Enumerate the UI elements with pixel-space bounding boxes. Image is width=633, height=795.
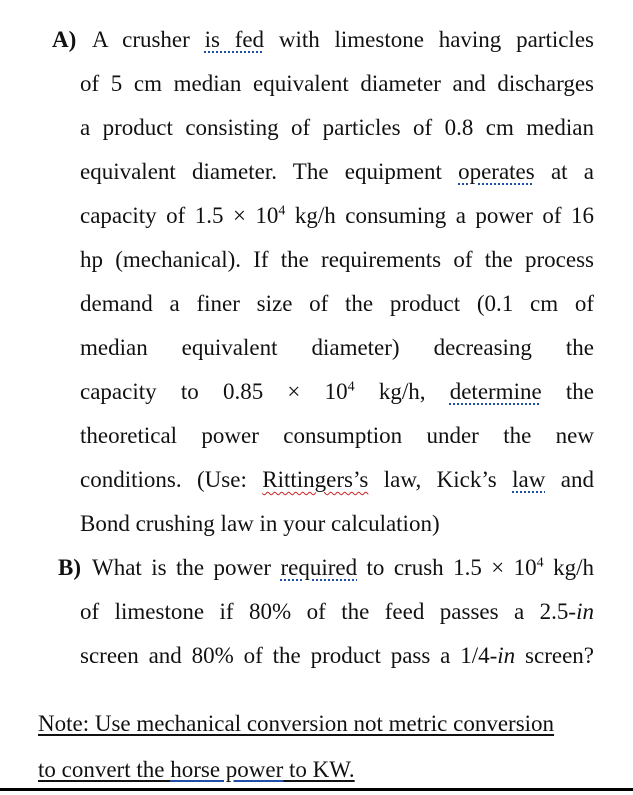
part-b-line-1	[92, 552, 594, 584]
part-a-line-2: of 5 cm median equivalent diameter and discharges	[80, 71, 594, 96]
grammar-flag-operates: operates	[458, 159, 535, 184]
part-a-line-1-text-2: with limestone having particles	[264, 27, 594, 52]
exponent: 4	[278, 203, 286, 219]
part-b-line-3	[80, 640, 594, 672]
part-a-line-3: a product consisting of particles of 0.8 cm median	[80, 115, 594, 140]
note-line-2-text-2: to KW.	[283, 757, 355, 782]
part-a-line-5-text-2: kg/h consuming a power of 16	[285, 203, 594, 228]
part-b-line-3-text-2: screen?	[515, 643, 594, 668]
part-a-line-11	[80, 464, 594, 496]
grammar-flag-is-fed: is fed	[204, 27, 265, 52]
part-a-line-4	[80, 156, 594, 188]
part-b-line-2-text-1: of limestone if 80% of the feed passes a 2.5-	[80, 599, 577, 624]
note-line-2-text-1: to convert the	[38, 757, 171, 782]
part-a-line-4-text-1: equivalent diameter. The equipment	[80, 159, 459, 184]
bottom-divider	[0, 788, 633, 791]
part-a-line-10: theoretical power consumption under the new	[80, 423, 594, 448]
part-a-line-11-text-1: conditions. (Use:	[80, 467, 263, 492]
part-a-line-11-text-3: and	[545, 467, 594, 492]
part-a-line-6: hp (mechanical). If the requirements of the process	[80, 247, 594, 272]
spelling-flag-rittingers: Rittingers’s	[262, 467, 369, 492]
part-a-label: A)	[52, 27, 77, 52]
part-a-line-8: median equivalent diameter) decreasing the	[80, 335, 594, 360]
part-b-line-1-text-3: kg/h	[543, 555, 594, 580]
note-line-1: Note: Use mechanical conversion not metric conversion	[38, 711, 555, 736]
part-a-line-1-text-1: A crusher	[92, 27, 205, 52]
part-a-line-9-text-2: kg/h,	[354, 379, 450, 404]
grammar-flag-determine: determine	[449, 379, 542, 404]
part-a-line-1	[92, 24, 594, 56]
part-a-line-4-text-2: at a	[534, 159, 594, 184]
grammar-flag-required: required	[280, 555, 358, 580]
part-a-line-7: demand a finer size of the product (0.1 cm of	[80, 291, 594, 316]
part-a-line-9-text-1: capacity to 0.85 × 10	[80, 379, 348, 404]
part-a-line-9	[80, 376, 594, 408]
grammar-flag-law: law	[512, 467, 546, 492]
part-a-line-5-text-1: capacity of 1.5 × 10	[80, 203, 279, 228]
exponent: 4	[536, 555, 544, 571]
part-b-label: B)	[58, 555, 81, 580]
grammar-flag-horse-power: horse power	[170, 757, 284, 782]
unit-in-italic: in	[576, 599, 594, 624]
part-a-line-9-text-3: the	[541, 379, 595, 404]
part-a-line-5	[80, 200, 594, 232]
part-b-line-1-text-1: What is the power	[92, 555, 281, 580]
part-a-line-11-text-2: law, Kick’s	[368, 467, 513, 492]
part-b-line-1-text-2: to crush 1.5 × 10	[357, 555, 537, 580]
unit-in-italic: in	[497, 643, 516, 668]
part-b-line-3-text-1: screen and 80% of the product pass a 1/4-	[80, 643, 498, 668]
exponent: 4	[347, 379, 355, 395]
part-b-line-2	[80, 596, 594, 628]
part-a-line-12: Bond crushing law in your calculation)	[80, 511, 440, 536]
note-line-2	[38, 754, 355, 786]
